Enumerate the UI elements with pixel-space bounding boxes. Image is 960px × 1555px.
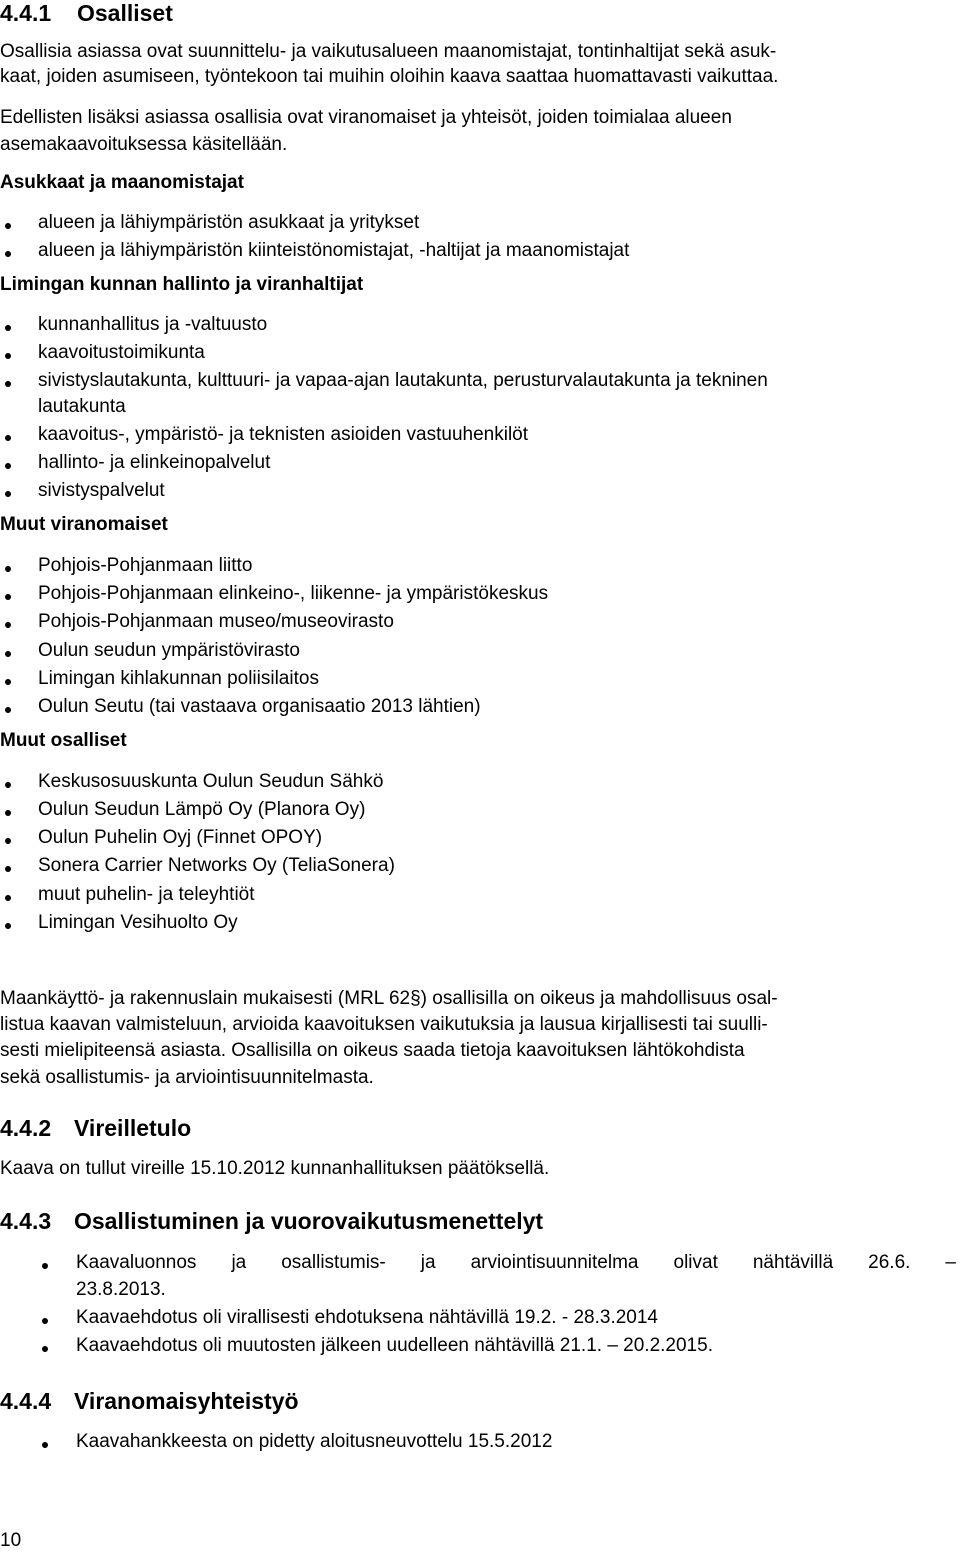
bullet-icon [5, 707, 11, 713]
bullet-icon [5, 325, 11, 331]
list-item: Kaavaehdotus oli virallisesti ehdotuksena nähtävillä 19.2. - 28.3.2014 [76, 1307, 658, 1328]
list-item: Keskusosuuskunta Oulun Seudun Sähkö [38, 771, 384, 792]
section-number: 4.4.1 [0, 0, 52, 26]
bullet-icon [5, 435, 11, 441]
list-item: Kaavaluonnos ja osallistumis- ja arviointisuunnitelma olivat nähtävillä 26.6. – [76, 1252, 956, 1273]
paragraph-line: asemakaavoituksessa käsitellään. [0, 134, 288, 155]
bullet-icon [5, 810, 11, 816]
list-item: sivistyslautakunta, kulttuuri- ja vapaa-ajan lautakunta, perusturvalautakunta ja tekninen [38, 370, 768, 391]
section-heading-4-4-1 [0, 0, 173, 27]
bullet-icon [5, 679, 11, 685]
section-heading-4-4-4 [0, 1388, 299, 1415]
bullet-icon [5, 566, 11, 572]
paragraph-line: Maankäyttö- ja rakennuslain mukaisesti (MRL 62§) osallisilla on oikeus ja mahdollisuus osal- [0, 988, 778, 1009]
bullet-icon [5, 651, 11, 657]
section-heading-4-4-2 [0, 1115, 191, 1142]
bullet-icon [42, 1346, 48, 1352]
section-heading-4-4-3 [0, 1208, 543, 1235]
list-item: Limingan Vesihuolto Oy [38, 912, 238, 933]
page-number: 10 [0, 1530, 22, 1551]
bullet-icon [5, 923, 11, 929]
list-item: Oulun Seudun Lämpö Oy (Planora Oy) [38, 799, 366, 820]
section-title: Viranomaisyhteistyö [74, 1388, 299, 1414]
bullet-icon [5, 622, 11, 628]
list-item: Pohjois-Pohjanmaan elinkeino-, liikenne- ja ympäristökeskus [38, 583, 549, 604]
group-heading: Muut viranomaiset [0, 514, 168, 535]
bullet-icon [42, 1318, 48, 1324]
bullet-icon [5, 594, 11, 600]
list-item: Oulun seudun ympäristövirasto [38, 640, 300, 661]
bullet-icon [5, 463, 11, 469]
paragraph-line: Osallisia asiassa ovat suunnittelu- ja vaikutusalueen maanomistajat, tontinhaltijat sekä asuk- [0, 41, 777, 62]
bullet-icon [5, 782, 11, 788]
list-item: alueen ja lähiympäristön kiinteistönomistajat, -haltijat ja maanomistajat [38, 240, 630, 261]
group-heading: Limingan kunnan hallinto ja viranhaltijat [0, 274, 364, 295]
bullet-icon [5, 381, 11, 387]
list-item: Sonera Carrier Networks Oy (TeliaSonera) [38, 855, 395, 876]
bullet-icon [5, 491, 11, 497]
paragraph-line: Edellisten lisäksi asiassa osallisia ovat viranomaiset ja yhteisöt, joiden toimialaa alueen [0, 107, 732, 128]
list-item: Oulun Puhelin Oyj (Finnet OPOY) [38, 827, 323, 848]
section-number: 4.4.2 [0, 1115, 52, 1141]
list-item: Kaavahankkeesta on pidetty aloitusneuvottelu 15.5.2012 [76, 1431, 553, 1452]
list-item-continuation: 23.8.2013. [76, 1279, 166, 1300]
paragraph-line: listua kaavan valmisteluun, arvioida kaavoituksen vaikutuksia ja lausua kirjallisesti tai suulli- [0, 1014, 768, 1035]
bullet-icon [5, 866, 11, 872]
section-number: 4.4.4 [0, 1388, 52, 1414]
list-item: kaavoitustoimikunta [38, 342, 205, 363]
section-number: 4.4.3 [0, 1208, 52, 1234]
section-title: Vireilletulo [74, 1115, 192, 1141]
bullet-icon [5, 838, 11, 844]
paragraph-line: kaat, joiden asumiseen, työntekoon tai muihin oloihin kaava saattaa huomattavasti vaikuttaa. [0, 66, 779, 87]
group-heading: Asukkaat ja maanomistajat [0, 172, 244, 193]
bullet-icon [42, 1442, 48, 1448]
bullet-icon [5, 251, 11, 257]
bullet-icon [5, 353, 11, 359]
list-item: alueen ja lähiympäristön asukkaat ja yritykset [38, 212, 420, 233]
list-item: muut puhelin- ja teleyhtiöt [38, 884, 255, 905]
list-item: sivistyspalvelut [38, 480, 165, 501]
list-item: Kaavaehdotus oli muutosten jälkeen uudelleen nähtävillä 21.1. – 20.2.2015. [76, 1335, 713, 1356]
list-item: Pohjois-Pohjanmaan liitto [38, 555, 253, 576]
list-item: kaavoitus-, ympäristö- ja teknisten asioiden vastuuhenkilöt [38, 424, 529, 445]
paragraph-line: Kaava on tullut vireille 15.10.2012 kunnanhallituksen päätöksellä. [0, 1158, 550, 1179]
bullet-icon [42, 1263, 48, 1269]
paragraph-line: sekä osallistumis- ja arviointisuunnitelmasta. [0, 1067, 374, 1088]
paragraph-line: sesti mielipiteensä asiasta. Osallisilla on oikeus saada tietoja kaavoituksen lähtökohdista [0, 1040, 745, 1061]
bullet-icon [5, 895, 11, 901]
list-item: Pohjois-Pohjanmaan museo/museovirasto [38, 611, 394, 632]
group-heading: Muut osalliset [0, 730, 127, 751]
list-item: kunnanhallitus ja -valtuusto [38, 314, 268, 335]
section-title: Osallistuminen ja vuorovaikutusmenettelyt [74, 1208, 544, 1234]
list-item: hallinto- ja elinkeinopalvelut [38, 452, 271, 473]
list-item-continuation: lautakunta [38, 396, 126, 417]
list-item: Oulun Seutu (tai vastaava organisaatio 2013 lähtien) [38, 696, 481, 717]
section-title: Osalliset [77, 0, 173, 26]
list-item: Limingan kihlakunnan poliisilaitos [38, 668, 319, 689]
bullet-icon [5, 223, 11, 229]
